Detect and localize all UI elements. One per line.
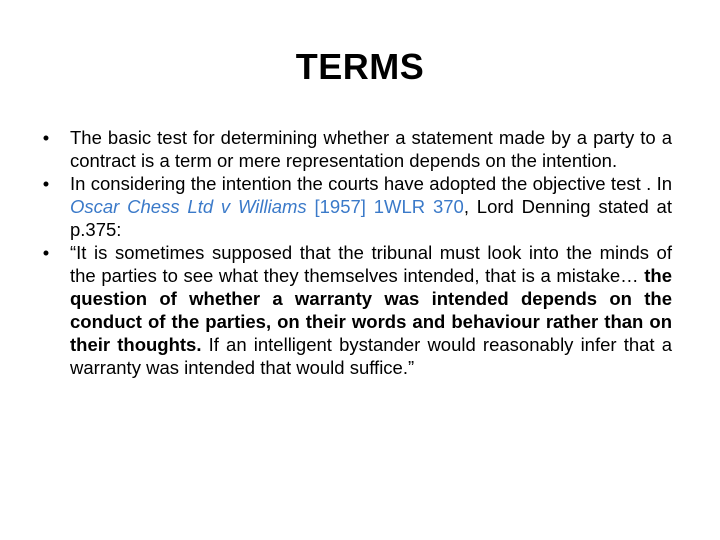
- bullet-icon: •: [42, 127, 50, 148]
- quote-text-before: “It is sometimes supposed that the tribunal must look into the minds of the parties to see what they themselves intended, that is a mistake…: [70, 242, 672, 286]
- quote-bold-text: the question of whether a warranty was intended depends on the conduct of the parties, on their words and behaviour rather than on their thoughts.: [70, 265, 672, 355]
- bullet-text: The basic test for determining whether a statement made by a party to a contract is a term or mere representation depends on the intention.: [70, 127, 672, 171]
- bullet-icon: •: [42, 242, 50, 263]
- bullet-text-before: In considering the intention the courts have adopted the objective test . In: [70, 173, 672, 194]
- quote-text-after: If an intelligent bystander would reasonably infer that a warranty was intended that would suffice.”: [70, 334, 672, 378]
- bullet-item-objective-test: [36, 172, 672, 241]
- case-name: Oscar Chess Ltd v Williams: [70, 196, 307, 217]
- bullet-list: [36, 126, 672, 379]
- bullet-text-after: , Lord Denning stated at p.375:: [70, 196, 672, 240]
- slide-title: TERMS: [295, 46, 425, 87]
- case-reference: [70, 196, 464, 217]
- bullet-item-test: [36, 126, 672, 172]
- case-citation: [1957] 1WLR 370: [306, 196, 464, 217]
- bullet-icon: •: [42, 173, 50, 194]
- bullet-item-quote: [36, 241, 672, 379]
